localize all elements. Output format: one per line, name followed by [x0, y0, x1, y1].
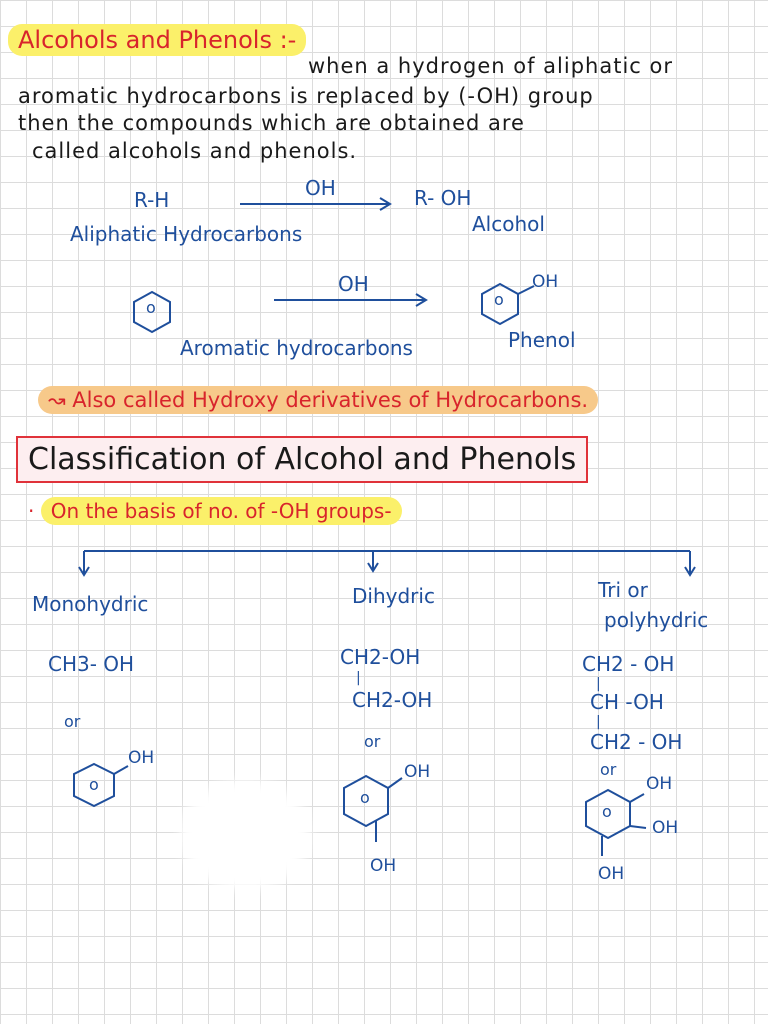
reaction1-product-label: Alcohol	[472, 212, 545, 236]
di-oh-bottom: OH	[370, 856, 397, 876]
reaction1-reagent: OH	[305, 176, 336, 200]
mono-title: Monohydric	[32, 592, 149, 616]
di-line2: CH2-OH	[352, 688, 433, 712]
page-heading: Alcohols and Phenols :-	[8, 26, 306, 54]
tri-line3: CH2 - OH	[590, 730, 683, 754]
tri-bond2: |	[596, 714, 601, 730]
arrow-icon: ↝	[48, 388, 73, 412]
reaction1-arrow	[240, 196, 400, 212]
reaction2-reagent: OH	[338, 272, 369, 296]
phenol-ring-center: o	[494, 290, 504, 309]
erased-patch	[180, 780, 310, 890]
intro-line-3: then the compounds which are obtained are	[18, 111, 525, 135]
tri-line1: CH2 - OH	[582, 652, 675, 676]
phenol-oh: OH	[532, 272, 559, 292]
intro-line-2: aromatic hydrocarbons is replaced by (-OH) group	[18, 84, 594, 108]
tri-bond1: |	[596, 676, 601, 692]
tri-phenol-ring-icon	[582, 784, 662, 864]
mono-formula: CH3- OH	[48, 652, 135, 676]
reaction2-product-label: Phenol	[508, 328, 576, 352]
tri-title-1: Tri or	[598, 578, 648, 602]
di-line1: CH2-OH	[340, 645, 421, 669]
reaction2-arrow	[274, 292, 434, 308]
section-title: Classification of Alcohol and Phenols	[16, 436, 588, 483]
tri-oh-1: OH	[646, 774, 673, 794]
reaction2-reactant-label: Aromatic hydrocarbons	[180, 336, 413, 360]
di-or: or	[364, 732, 381, 751]
tri-oh-2: OH	[652, 818, 679, 838]
mono-oh: OH	[128, 748, 155, 768]
tri-or: or	[600, 760, 617, 779]
mono-or: or	[64, 712, 81, 731]
benzene-ring-center: o	[146, 298, 156, 317]
reaction1-reactant-label: Aliphatic Hydrocarbons	[70, 222, 303, 246]
tri-ring-center: o	[602, 802, 612, 821]
di-oh-top: OH	[404, 762, 431, 782]
tri-line2: CH -OH	[590, 690, 664, 714]
bullet-icon: ·	[28, 499, 41, 523]
intro-line-1: when a hydrogen of aliphatic or	[308, 54, 673, 78]
di-ring-center: o	[360, 788, 370, 807]
hydroxy-note: ↝ Also called Hydroxy derivatives of Hydrocarbons.	[38, 388, 598, 412]
di-bond: |	[356, 670, 361, 686]
tri-title-2: polyhydric	[604, 608, 709, 632]
di-title: Dihydric	[352, 584, 435, 608]
tri-oh-3: OH	[598, 864, 625, 884]
reaction1-product: R- OH	[414, 186, 472, 210]
di-phenol-ring-icon	[340, 770, 420, 860]
basis-line: · On the basis of no. of -OH groups-	[28, 499, 402, 523]
mono-ring-center: o	[89, 775, 99, 794]
reaction1-reactant: R-H	[134, 188, 170, 212]
intro-line-4: called alcohols and phenols.	[32, 139, 358, 163]
